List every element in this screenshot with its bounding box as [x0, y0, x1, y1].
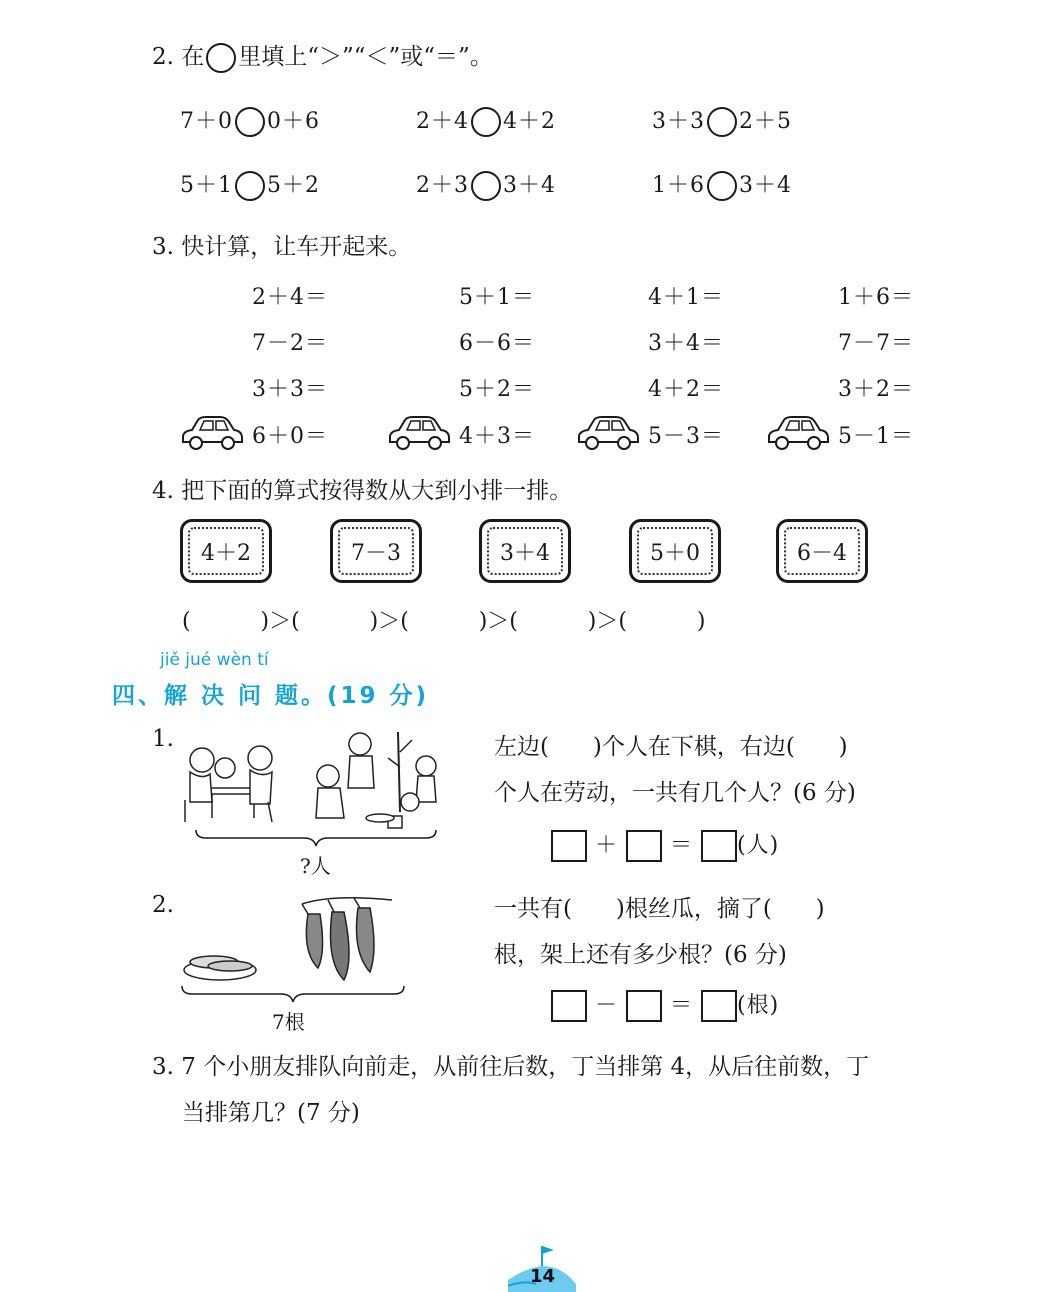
section-title: 四、解 决 问 题。(19 分)	[112, 683, 430, 709]
compare-item: 2＋4 4＋2	[416, 104, 556, 137]
compare-circle[interactable]	[707, 107, 737, 137]
q2-title: 2. 在 里填上“＞”“＜”或“＝”。	[152, 38, 493, 73]
answer-box[interactable]	[551, 990, 587, 1022]
answer-box[interactable]	[626, 990, 662, 1022]
answer-box[interactable]	[626, 830, 662, 862]
calc-item[interactable]: 7－2＝	[252, 331, 328, 356]
problem-number: 1.	[152, 726, 174, 752]
brace-icon	[194, 828, 438, 850]
problem-text: 个人在劳动，一共有几个人？(6 分)	[494, 780, 856, 806]
calc-item[interactable]: 2＋4＝	[252, 285, 328, 310]
compare-circle[interactable]	[235, 107, 265, 137]
equation-row: － ＝ (根)	[551, 988, 779, 1022]
loofah-illustration	[182, 892, 412, 992]
answer-box[interactable]	[701, 830, 737, 862]
problem-number: 2.	[152, 892, 174, 918]
expression-card: 5＋0	[629, 519, 721, 583]
car-icon	[576, 412, 640, 452]
equation-row: ＋ ＝ (人)	[551, 828, 779, 862]
calc-item[interactable]: 5＋1＝	[459, 285, 535, 310]
compare-item: 7＋0 0＋6	[180, 104, 320, 137]
kids-playing-illustration	[180, 722, 442, 832]
expression-card: 3＋4	[479, 519, 571, 583]
problem-text: 根，架上还有多少根？(6 分)	[494, 942, 787, 968]
answer-circle-icon	[206, 43, 236, 73]
compare-circle[interactable]	[707, 171, 737, 201]
calc-item[interactable]: 7－7＝	[838, 331, 914, 356]
calc-item[interactable]: 5－3＝	[648, 424, 724, 449]
problem-text: 左边( )个人在下棋，右边( )	[494, 734, 848, 760]
calc-item[interactable]: 6－6＝	[459, 331, 535, 356]
problem-text: 一共有( )根丝瓜，摘了( )	[494, 896, 825, 922]
section-pinyin: jiě jué wèn tí	[160, 650, 269, 670]
q3-title: 3. 快计算，让车开起来。	[152, 234, 412, 260]
calc-item[interactable]: 3＋3＝	[252, 377, 328, 402]
brace-label: ?人	[300, 854, 331, 878]
calc-item[interactable]: 4＋2＝	[648, 377, 724, 402]
calc-item[interactable]: 3＋4＝	[648, 331, 724, 356]
calc-item[interactable]: 4＋1＝	[648, 285, 724, 310]
calc-item[interactable]: 1＋6＝	[838, 285, 914, 310]
calc-item[interactable]: 3＋2＝	[838, 377, 914, 402]
compare-item: 1＋6 3＋4	[652, 168, 792, 201]
compare-circle[interactable]	[471, 171, 501, 201]
q4-title: 4. 把下面的算式按得数从大到小排一排。	[152, 478, 573, 504]
calc-item[interactable]: 4＋3＝	[459, 424, 535, 449]
compare-circle[interactable]	[235, 171, 265, 201]
brace-icon	[180, 984, 406, 1006]
expression-card: 4＋2	[180, 519, 272, 583]
page-number: 14	[530, 1266, 556, 1287]
compare-item: 3＋3 2＋5	[652, 104, 792, 137]
car-icon	[180, 412, 244, 452]
car-icon	[766, 412, 830, 452]
brace-label: 7根	[272, 1010, 305, 1034]
expression-card: 7－3	[330, 519, 422, 583]
problem-text: 当排第几？(7 分)	[182, 1100, 360, 1126]
compare-item: 2＋3 3＋4	[416, 168, 556, 201]
compare-circle[interactable]	[471, 107, 501, 137]
ordering-answer-line[interactable]: ( )＞( )＞( )＞( )＞( )	[182, 609, 706, 634]
answer-box[interactable]	[551, 830, 587, 862]
expression-card: 6－4	[776, 519, 868, 583]
answer-box[interactable]	[701, 990, 737, 1022]
calc-item[interactable]: 5－1＝	[838, 424, 914, 449]
car-icon	[387, 412, 451, 452]
problem-text: 3. 7 个小朋友排队向前走，从前往后数，丁当排第 4，从后往前数，丁	[152, 1054, 870, 1080]
compare-item: 5＋1 5＋2	[180, 168, 320, 201]
calc-item[interactable]: 6＋0＝	[252, 424, 328, 449]
calc-item[interactable]: 5＋2＝	[459, 377, 535, 402]
